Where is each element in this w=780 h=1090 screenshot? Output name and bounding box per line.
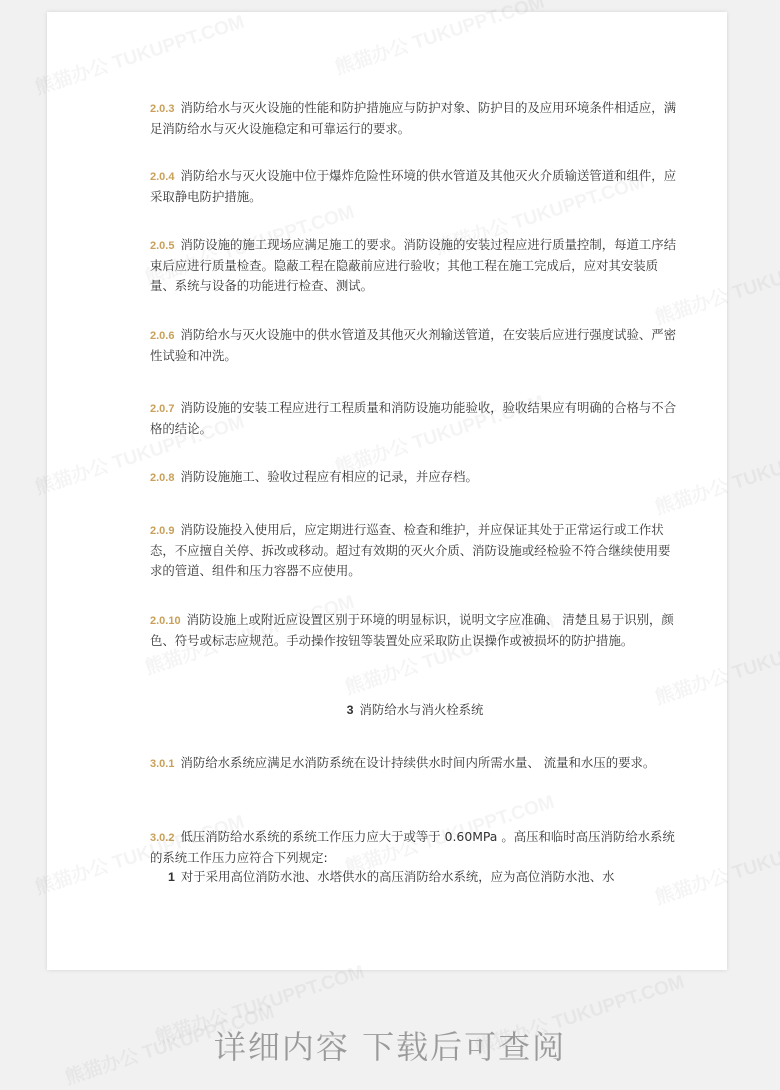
clause-number: 2.0.6 — [150, 330, 175, 342]
clause-text: 消防设施投入使用后，应定期进行巡查、检查和维护，并应保证其处于正常运行或工作状态，不应擅自关停、拆改或移动。超过有效期的灭火介质、消防设施或经检验不符合继续使用要求的管道、组件和压力容器不应使用。 — [150, 522, 671, 578]
clause-number: 2.0.5 — [150, 240, 175, 252]
clause-text: 消防设施的安装工程应进行工程质量和消防设施功能验收，验收结果应有明确的合格与不合格的结论。 — [150, 400, 677, 436]
clause-number: 3.0.2 — [150, 832, 175, 844]
list-item — [168, 867, 680, 887]
clause-2-0-10 — [150, 610, 680, 651]
clause-number: 2.0.8 — [150, 472, 175, 484]
clause-2-0-4 — [150, 166, 680, 207]
clause-number: 3.0.1 — [150, 758, 175, 770]
clause-2-0-6 — [150, 325, 680, 366]
clause-2-0-9 — [150, 520, 680, 581]
document-page — [47, 12, 727, 970]
clause-number: 2.0.3 — [150, 103, 175, 115]
clause-number: 2.0.4 — [150, 171, 175, 183]
clause-2-0-8 — [150, 467, 680, 488]
item-number: 1 — [168, 870, 175, 884]
section-number: 3 — [346, 703, 354, 717]
clause-number: 2.0.7 — [150, 403, 175, 415]
download-hint: 详细内容 下载后可查阅 — [213, 1028, 567, 1066]
clause-text: 消防设施的施工现场应满足施工的要求。消防设施的安装过程应进行质量控制，每道工序结束后应进行质量检查。隐蔽工程在隐蔽前应进行验收；其他工程在施工完成后，应对其安装质量、系统与设备的功能进行检查、测试。 — [150, 237, 677, 293]
clause-2-0-5 — [150, 235, 680, 296]
clause-number: 2.0.10 — [150, 615, 181, 627]
clause-3-0-1 — [150, 753, 680, 774]
clause-text: 消防设施上或附近应设置区别于环境的明显标识，说明文字应准确、 清楚且易于识别，颜色、符号或标志应规范。手动操作按钮等装置处应采取防止误操作或被损坏的防护措施。 — [150, 612, 674, 648]
item-text: 对于采用高位消防水池、水塔供水的高压消防给水系统，应为高位消防水池、水 — [180, 869, 615, 884]
clause-3-0-2 — [150, 827, 680, 868]
clause-2-0-3 — [150, 98, 680, 139]
clause-text: 消防给水系统应满足水消防系统在设计持续供水时间内所需水量、 流量和水压的要求。 — [180, 755, 656, 770]
clause-number: 2.0.9 — [150, 525, 175, 537]
clause-2-0-7 — [150, 398, 680, 439]
clause-text: 消防给水与灭火设施的性能和防护措施应与防护对象、防护目的及应用环境条件相适应，满足消防给水与灭火设施稳定和可靠运行的要求。 — [150, 100, 677, 136]
clause-text: 消防设施施工、验收过程应有相应的记录，并应存档。 — [180, 469, 478, 484]
clause-text: 低压消防给水系统的系统工作压力应大于或等于 0.60MPa 。高压和临时高压消防给水系统的系统工作压力应符合下列规定: — [150, 829, 675, 865]
clause-text: 消防给水与灭火设施中的供水管道及其他灭火剂输送管道，在安装后应进行强度试验、严密性试验和冲洗。 — [150, 327, 677, 363]
section-title-text: 消防给水与消火栓系统 — [359, 702, 484, 717]
section-title — [150, 700, 680, 720]
clause-text: 消防给水与灭火设施中位于爆炸危险性环境的供水管道及其他灭火介质输送管道和组件，应采取静电防护措施。 — [150, 168, 677, 204]
